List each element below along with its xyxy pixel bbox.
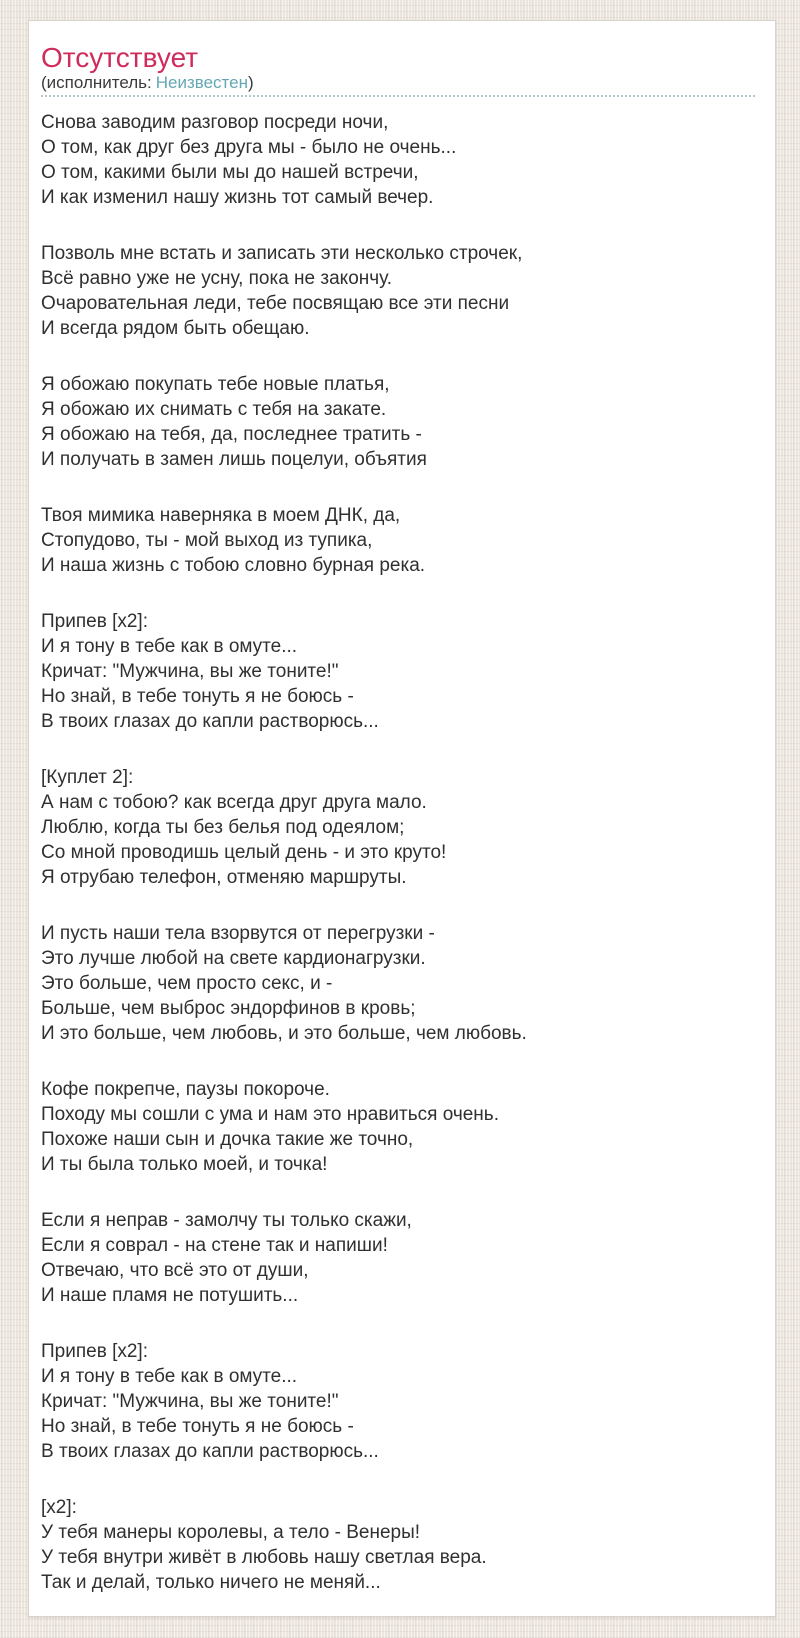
lyric-stanza	[41, 1495, 755, 1595]
lyric-line: Больше, чем выброс эндорфинов в кровь;	[41, 998, 416, 1019]
lyric-line: В твоих глазах до капли растворюсь...	[41, 711, 379, 732]
lyric-line: Я обожаю покупать тебе новые платья,	[41, 374, 390, 395]
lyric-line: Похоже наши сын и дочка такие же точно,	[41, 1129, 414, 1150]
lyric-line: В твоих глазах до капли растворюсь...	[41, 1441, 379, 1462]
lyric-line: Со мной проводишь целый день - и это круто!	[41, 842, 447, 863]
lyric-line: Если я соврал - на стене так и напиши!	[41, 1235, 388, 1256]
song-title: Отсутствует	[41, 42, 199, 73]
lyric-line: О том, как друг без друга мы - было не очень...	[41, 137, 457, 158]
lyric-line: Стопудово, ты - мой выход из тупика,	[41, 530, 373, 551]
lyric-line: И я тону в тебе как в омуте...	[41, 636, 298, 657]
lyric-line: Я обожаю на тебя, да, последнее тратить -	[41, 424, 422, 445]
lyric-stanza	[41, 765, 755, 890]
lyric-line: И ты была только моей, и точка!	[41, 1154, 328, 1175]
lyric-line: Так и делай, только ничего не меняй...	[41, 1572, 381, 1593]
lyric-stanza	[41, 503, 755, 578]
lyric-line: Позволь мне встать и записать эти несколько строчек,	[41, 243, 523, 264]
lyric-line: Походу мы сошли с ума и нам это нравиться очень.	[41, 1104, 499, 1125]
lyric-line: Но знай, в тебе тонуть я не боюсь -	[41, 1416, 354, 1437]
lyric-line: У тебя внутри живёт в любовь нашу светлая вера.	[41, 1547, 487, 1568]
lyric-line: Всё равно уже не усну, пока не закончу.	[41, 268, 393, 289]
lyric-line: Очаровательная леди, тебе посвящаю все эти песни	[41, 293, 510, 314]
lyric-stanza	[41, 609, 755, 734]
lyric-line: Кричат: "Мужчина, вы же тоните!"	[41, 1391, 339, 1412]
lyric-line: И всегда рядом быть обещаю.	[41, 318, 310, 339]
lyric-stanza	[41, 1339, 755, 1464]
lyric-line: Кричат: "Мужчина, вы же тоните!"	[41, 661, 339, 682]
lyric-stanza	[41, 1077, 755, 1177]
lyric-line: Припев [x2]:	[41, 1341, 148, 1362]
lyric-stanza	[41, 110, 755, 210]
lyric-line: [x2]:	[41, 1497, 77, 1518]
lyric-line: Люблю, когда ты без белья под одеялом;	[41, 817, 405, 838]
lyric-line: Я обожаю их снимать с тебя на закате.	[41, 399, 387, 420]
lyric-line: Припев [x2]:	[41, 611, 148, 632]
lyric-line: И как изменил нашу жизнь тот самый вечер.	[41, 187, 434, 208]
song-header	[41, 43, 755, 97]
artist-label: (исполнитель:	[41, 73, 152, 92]
lyric-line: У тебя манеры королевы, а тело - Венеры!	[41, 1522, 421, 1543]
lyric-stanza	[41, 921, 755, 1046]
artist-link[interactable]: Неизвестен	[155, 73, 248, 92]
lyrics-text	[41, 110, 755, 1595]
lyric-line: Если я неправ - замолчу ты только скажи,	[41, 1210, 412, 1231]
lyrics-card	[28, 20, 776, 1617]
lyric-line: [Куплет 2]:	[41, 767, 134, 788]
lyric-stanza	[41, 1208, 755, 1308]
lyric-line: Это лучше любой на свете кардионагрузки.	[41, 948, 426, 969]
lyric-line: Твоя мимика наверняка в моем ДНК, да,	[41, 505, 401, 526]
lyric-line: О том, какими были мы до нашей встречи,	[41, 162, 419, 183]
artist-close-paren: )	[248, 73, 254, 92]
lyric-line: А нам с тобою? как всегда друг друга мало.	[41, 792, 427, 813]
lyric-line: И наша жизнь с тобою словно бурная река.	[41, 555, 426, 576]
lyric-stanza	[41, 241, 755, 341]
lyric-line: Кофе покрепче, паузы покороче.	[41, 1079, 330, 1100]
lyric-line: И я тону в тебе как в омуте...	[41, 1366, 298, 1387]
lyric-line: Снова заводим разговор посреди ночи,	[41, 112, 389, 133]
lyric-line: Но знай, в тебе тонуть я не боюсь -	[41, 686, 354, 707]
lyric-line: И получать в замен лишь поцелуи, объятия	[41, 449, 427, 470]
lyric-line: Я отрубаю телефон, отменяю маршруты.	[41, 867, 407, 888]
artist-line	[41, 74, 755, 92]
lyric-line: И это больше, чем любовь, и это больше, чем любовь.	[41, 1023, 527, 1044]
lyric-line: Отвечаю, что всё это от души,	[41, 1260, 309, 1281]
lyric-line: И наше пламя не потушить...	[41, 1285, 299, 1306]
lyric-stanza	[41, 372, 755, 472]
lyric-line: И пусть наши тела взорвутся от перегрузки -	[41, 923, 435, 944]
lyric-line: Это больше, чем просто секс, и -	[41, 973, 333, 994]
